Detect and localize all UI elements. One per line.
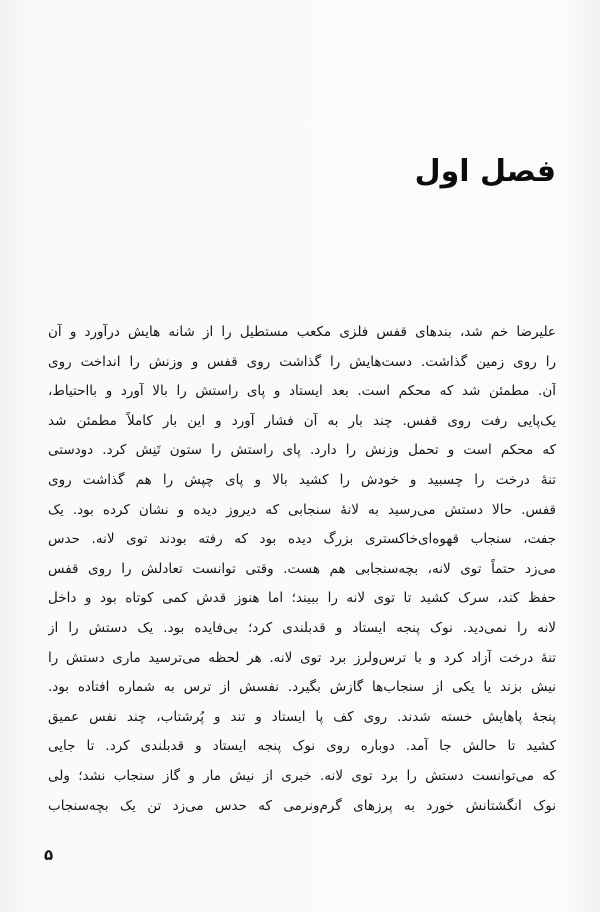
text-line: قفس. حالا دستش می‌رسید به لانهٔ سنجابی که دیروز دیده و نشان کرده بود. یک	[48, 501, 556, 518]
text-line: را روی زمین گذاشت. دست‌هایش را گذاشت روی قفس و وزنش را انداخت روی	[48, 353, 556, 370]
text-line: که می‌توانست دستش را برد توی لانه. خبری از نیش مار و گاز سنجاب نشد؛ ولی	[48, 767, 556, 784]
text-line: تنهٔ درخت آزاد کرد و با ترس‌ولرز برد توی لانه. هر لحظه می‌ترسید ماری دستش را	[48, 649, 556, 666]
text-line: لانه را نمی‌دید. نوک پنجه ایستاد و قدبلندی کرد؛ بی‌فایده بود. یک دستش را از	[48, 619, 556, 636]
text-line: یک‌پایی رفت روی قفس. چند بار به آن فشار آورد و این بار کاملاً مطمئن شد	[48, 412, 556, 429]
text-line: آن. مطمئن شد که محکم است. بعد ایستاد و پای راستش را بالا آورد و بااحتیاط،	[48, 383, 556, 400]
chapter-title: فصل اول	[414, 154, 556, 189]
text-line: تنهٔ درخت را چسبید و خودش را کشید بالا و پای چپش را هم گذاشت روی	[48, 471, 556, 488]
body-text	[48, 318, 556, 821]
text-line: می‌زد حتماً توی لانه، بچه‌سنجابی هم هست. وقتی توانست تعادلش را روی قفس	[48, 560, 556, 577]
text-line: حفظ کند، سرک کشید تا توی لانه را ببیند؛ اما هنوز قدش کمی کوتاه بود و داخل	[48, 590, 556, 607]
text-line: که محکم است و تحمل وزنش را دارد. پای راستش را ستون تَنِش کرد. دودستی	[48, 442, 556, 459]
text-line: نوک انگشتانش خورد به پرزهای گرم‌ونرمی که حدس می‌زد تن یک بچه‌سنجاب	[48, 797, 556, 814]
text-line: نیش بزند یا یکی از سنجاب‌ها گازش بگیرد. نفسش از ترس به شماره افتاده بود.	[48, 679, 556, 696]
page-number: ۵	[44, 846, 54, 864]
text-line: پنجهٔ پاهایش خسته شدند. روی کف پا ایستاد و تند و پُرشتاب، چند نفس عمیق	[48, 708, 556, 725]
text-line: جفت، سنجاب قهوه‌ای‌خاکستری بزرگ دیده بود که رفته بودند توی لانه. حدس	[48, 531, 556, 548]
text-line: علیرضا خم شد، بندهای قفس فلزی مکعب مستطیل را از شانه هایش درآورد و آن	[48, 324, 556, 340]
text-line: کشید تا حالش جا آمد. دوباره روی نوک پنجه ایستاد و قدبلندی کرد. تا جایی	[48, 738, 556, 755]
